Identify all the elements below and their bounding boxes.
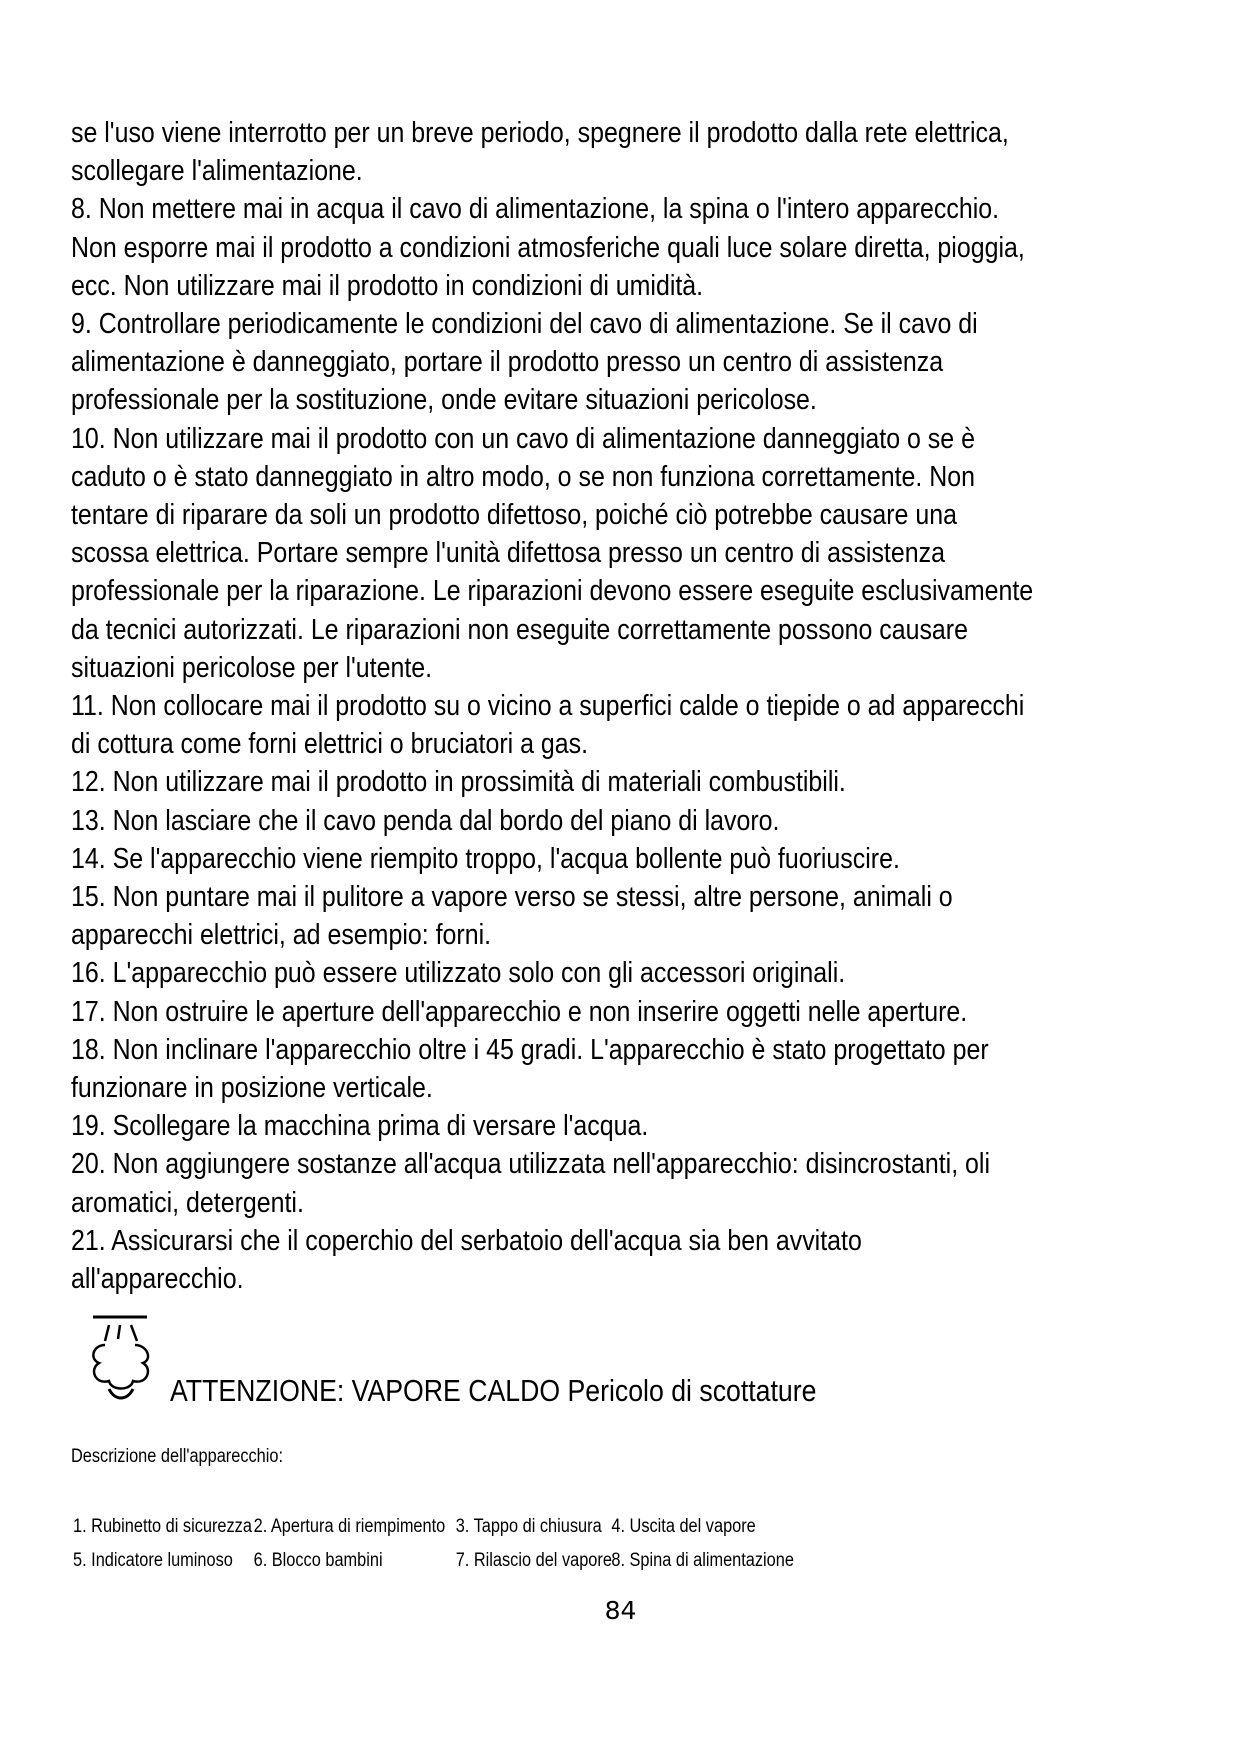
text-line: all'apparecchio.	[71, 1263, 244, 1296]
text-line: Non esporre mai il prodotto a condizioni atmosferiche quali luce solare diretta, pioggia,	[71, 231, 1025, 264]
instructions-text	[71, 114, 1034, 1298]
part-item: 8. Spina di alimentazione	[611, 1550, 794, 1571]
part-item: 4. Uscita del vapore	[611, 1516, 756, 1537]
text-line: 17. Non ostruire le aperture dell'apparecchio e non inserire oggetti nelle aperture.	[71, 995, 968, 1028]
text-line: professionale per la riparazione. Le riparazioni devono essere eseguite esclusivamente	[71, 575, 1034, 608]
text-line: 20. Non aggiungere sostanze all'acqua utilizzata nell'apparecchio: disincrostanti, oli	[71, 1148, 991, 1181]
text-line: tentare di riparare da soli un prodotto difettoso, poiché ciò potrebbe causare una	[71, 499, 957, 532]
hot-steam-warning	[85, 1315, 985, 1415]
text-line: professionale per la sostituzione, onde evitare situazioni pericolose.	[71, 384, 817, 417]
text-line: apparecchi elettrici, ad esempio: forni.	[71, 919, 492, 952]
text-line: di cottura come forni elettrici o bruciatori a gas.	[71, 728, 589, 761]
text-line: 9. Controllare periodicamente le condizioni del cavo di alimentazione. Se il cavo di	[71, 308, 978, 341]
text-line: 8. Non mettere mai in acqua il cavo di alimentazione, la spina o l'intero apparecchio.	[71, 193, 1000, 226]
part-item: 1. Rubinetto di sicurezza	[73, 1516, 252, 1537]
hot-steam-icon	[85, 1315, 157, 1415]
text-line: da tecnici autorizzati. Le riparazioni non eseguite correttamente possono causare	[71, 613, 968, 646]
description-title: Descrizione dell'apparecchio:	[71, 1446, 284, 1467]
text-line: funzionare in posizione verticale.	[71, 1072, 433, 1105]
part-item: 2. Apertura di riempimento	[253, 1516, 446, 1537]
text-line: scollegare l'alimentazione.	[71, 155, 363, 188]
text-line: 19. Scollegare la macchina prima di versare l'acqua.	[71, 1110, 649, 1143]
part-item: 7. Rilascio del vapore	[455, 1550, 612, 1571]
text-line: 21. Assicurarsi che il coperchio del serbatoio dell'acqua sia ben avvitato	[71, 1224, 862, 1257]
text-line: se l'uso viene interrotto per un breve periodo, spegnere il prodotto dalla rete elettrica,	[71, 117, 1009, 149]
text-line: 18. Non inclinare l'apparecchio oltre i 45 gradi. L'apparecchio è stato progettato per	[71, 1033, 989, 1066]
text-line: 15. Non puntare mai il pulitore a vapore verso se stessi, altre persone, animali o	[71, 881, 953, 914]
parts-row	[73, 1510, 933, 1544]
part-item: 6. Blocco bambini	[253, 1550, 383, 1571]
text-line: caduto o è stato danneggiato in altro modo, o se non funziona correttamente. Non	[71, 460, 975, 493]
safety-instructions	[71, 114, 1191, 1298]
text-line: 12. Non utilizzare mai il prodotto in prossimità di materiali combustibili.	[71, 766, 846, 799]
part-item: 5. Indicatore luminoso	[73, 1550, 233, 1571]
parts-list	[73, 1510, 933, 1578]
text-line: aromatici, detergenti.	[71, 1186, 304, 1219]
text-line: 11. Non collocare mai il prodotto su o vicino a superfici calde o tiepide o ad apparecchi	[71, 690, 1025, 723]
text-line: alimentazione è danneggiato, portare il prodotto presso un centro di assistenza	[71, 346, 944, 379]
warning-text: ATTENZIONE: VAPORE CALDO Pericolo di scottature	[170, 1373, 817, 1408]
part-item: 3. Tappo di chiusura	[455, 1516, 602, 1537]
text-line: 14. Se l'apparecchio viene riempito troppo, l'acqua bollente può fuoriuscire.	[71, 842, 900, 875]
text-line: situazioni pericolose per l'utente.	[71, 651, 433, 684]
text-line: 16. L'apparecchio può essere utilizzato solo con gli accessori originali.	[71, 957, 846, 990]
page-number: 84	[604, 1596, 637, 1625]
text-line: ecc. Non utilizzare mai il prodotto in condizioni di umidità.	[71, 269, 704, 302]
text-line: 10. Non utilizzare mai il prodotto con un cavo di alimentazione danneggiato o se è	[71, 422, 975, 455]
text-line: scossa elettrica. Portare sempre l'unità difettosa presso un centro di assistenza	[71, 537, 945, 570]
parts-row	[73, 1544, 933, 1578]
text-line: 13. Non lasciare che il cavo penda dal bordo del piano di lavoro.	[71, 804, 780, 837]
